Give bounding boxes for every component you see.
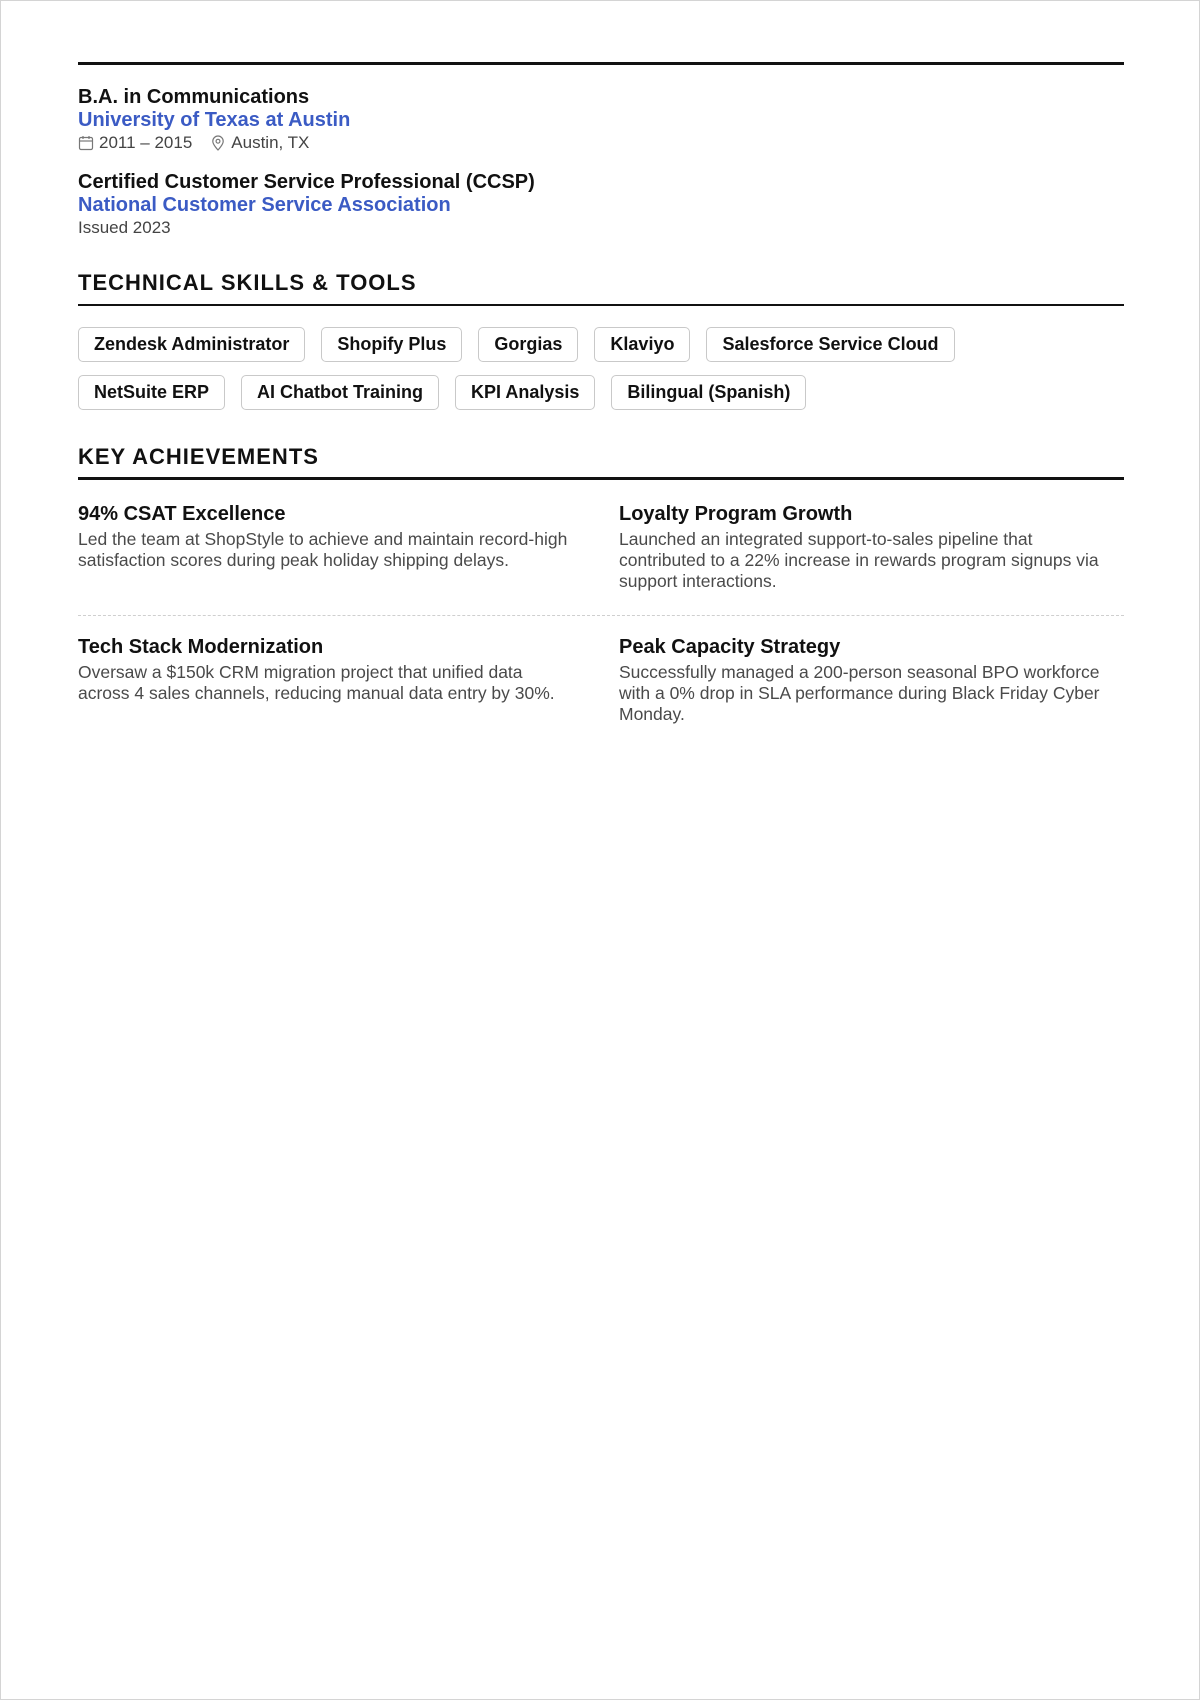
skills-row-2 xyxy=(78,375,1124,410)
calendar-icon xyxy=(78,135,94,151)
skill-tag: Salesforce Service Cloud xyxy=(706,327,954,362)
achievements-heading: KEY ACHIEVEMENTS xyxy=(78,444,319,469)
education-dates: 2011 – 2015 xyxy=(99,133,193,152)
achievement-item xyxy=(619,502,1119,592)
skill-tag: Zendesk Administrator xyxy=(78,327,305,362)
achievement-title: Peak Capacity Strategy xyxy=(619,636,841,658)
achievement-title: Tech Stack Modernization xyxy=(78,636,324,658)
certification-issuer: National Customer Service Association xyxy=(78,194,451,216)
certification-entry xyxy=(78,171,535,239)
education-entry xyxy=(78,86,350,154)
skill-tag: Bilingual (Spanish) xyxy=(611,375,806,410)
skill-tag: Klaviyo xyxy=(594,327,690,362)
achievement-item xyxy=(619,635,1119,725)
achievement-description: Led the team at ShopStyle to achieve and maintain record-high satisfaction scores during peak holiday shipping delays. xyxy=(78,529,568,570)
achievement-item xyxy=(78,502,578,571)
achievement-title: 94% CSAT Excellence xyxy=(78,503,286,525)
top-divider xyxy=(78,62,1124,65)
achievements-row-divider xyxy=(78,615,1124,616)
achievement-description: Successfully managed a 200-person seasonal BPO workforce with a 0% drop in SLA performance during Black Friday Cyber Monday. xyxy=(619,662,1100,724)
school-name: University of Texas at Austin xyxy=(78,109,351,131)
education-meta xyxy=(78,132,350,154)
skill-tag: Gorgias xyxy=(478,327,578,362)
map-pin-icon xyxy=(210,135,226,151)
skills-divider xyxy=(78,304,1124,306)
skill-tag: Shopify Plus xyxy=(321,327,462,362)
degree-title: B.A. in Communications xyxy=(78,86,310,108)
certification-title: Certified Customer Service Professional (CCSP) xyxy=(78,171,535,193)
achievement-description: Oversaw a $150k CRM migration project that unified data across 4 sales channels, reducing manual data entry by 30%. xyxy=(78,662,555,703)
skill-tag: KPI Analysis xyxy=(455,375,595,410)
skill-tag: AI Chatbot Training xyxy=(241,375,439,410)
skills-row-1 xyxy=(78,327,1124,362)
achievement-description: Launched an integrated support-to-sales pipeline that contributed to a 22% increase in rewards program signups via support interactions. xyxy=(619,529,1099,591)
achievement-item xyxy=(78,635,578,704)
achievements-divider xyxy=(78,477,1124,480)
achievement-title: Loyalty Program Growth xyxy=(619,503,853,525)
skill-tag: NetSuite ERP xyxy=(78,375,225,410)
skills-tags xyxy=(78,327,1124,423)
certification-issued: Issued 2023 xyxy=(78,218,171,237)
skills-heading: TECHNICAL SKILLS & TOOLS xyxy=(78,270,417,295)
education-location: Austin, TX xyxy=(231,133,310,152)
